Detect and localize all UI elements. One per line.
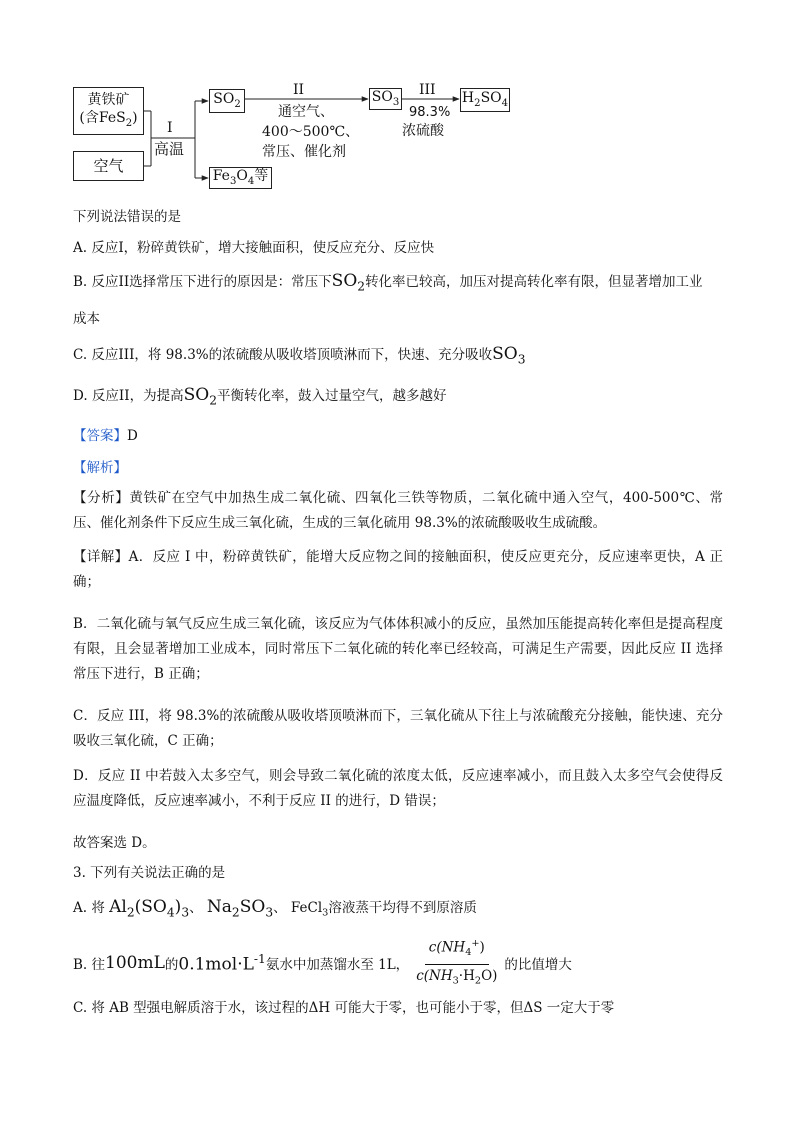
q3-option-a: A. 将 $Al_2(SO_4)_3$、 $Na_2SO_3$、 FeCl$_3$溶液蒸干均得不到原溶质 [73,897,477,920]
step3-cond1: 98.3% [409,105,451,120]
fenxi-paragraph: 【分析】黄铁矿在空气中加热生成二氧化硫、四氧化三铁等物质，二氧化硫中通入空气，400-500℃、常压、催化剂条件下反应生成三氧化硫，生成的三氧化硫用 98.3%的浓硫酸吸收生成硫酸。 [73,490,724,531]
q3-option-c: C. 将 AB 型强电解质溶于水，该过程的ΔH 可能大于零，也可能小于零，但ΔS 一定大于零 [73,1000,615,1016]
step3-numeral: III [419,82,436,98]
flow-connectors [0,0,794,200]
q3-formula-al2so43: $Al_2(SO_4)_3$ [109,897,190,920]
step2-numeral: II [293,82,305,98]
box-so3: $SO_3$ [369,88,402,110]
box-air: 空气 [73,151,144,181]
xiangjie-d: D．反应 II 中若鼓入太多空气，则会导致二氧化硫的浓度太低，反应速率减小，而且鼓入太多空气会使得反应温度降低，反应速率减小，不利于反应 II 的进行，D 错误； [73,768,723,809]
q3-option-b: B. 往 100mL 的 $0.1mol\cdot L^{-1}$ 氨水中加蒸馏水至 1L， $\frac{c(NH_4^+)}{c(NH_3\cdot H_2O)}$ 的比值增大 [73,933,572,993]
step2-cond2: 400～500℃、 [262,124,360,140]
q3-stem: 3. 下列有关说法正确的是 [73,865,226,881]
q3-concentration: $0.1mol\cdot L^{-1}$ [178,951,266,975]
xiangjie-a: 【详解】A．反应 I 中，粉碎黄铁矿，能增大反应物之间的接触面积，使反应更充分，反应速率更快，A 正确； [73,549,723,590]
answer-value: D [127,428,138,444]
xiangjie-c: C．反应 III，将 98.3%的浓硫酸从吸收塔顶喷淋而下，三氧化硫从下往上与浓硫酸充分接触，能快速、充分吸收三氧化硫，C 正确； [73,708,723,749]
option-c-formula: $SO_3$ [492,344,526,367]
q3-formula-na2so3: $Na_2SO_3$ [206,897,274,920]
q3-formula-fecl3: FeCl$_3$ [290,900,329,919]
fraction-denominator: $c(NH_3\cdot H_2O)$ [416,968,498,987]
q3-ratio-fraction [412,933,501,993]
option-b-formula: $SO_2$ [331,271,366,294]
step1-numeral: I [167,120,173,136]
box-fe3o4: $Fe_3O_4$等 [209,167,272,189]
option-b-line1: B. 反应II选择常压下进行的原因是：常压下$SO_2$转化率已较高，加压对提高转化率有限，但显著增加工业 [73,271,703,294]
xiangjie-b: B．二氧化硫与氧气反应生成三氧化硫，该反应为气体体积减小的反应，虽然加压能提高转化率但是提高程度有限，且会显著增加工业成本，同时常压下二氧化硫的转化率已经较高，可满足生产需要，因此反应 II 选择常压下进行，B 正确； [73,616,723,682]
option-a: A. 反应I，粉碎黄铁矿，增大接触面积，使反应充分、反应快 [73,240,435,256]
option-d: D. 反应II，为提高$SO_2$平衡转化率，鼓入过量空气，越多越好 [73,385,447,408]
step2-cond3: 常压、催化剂 [262,144,346,160]
analysis-tag: 【解析】 [73,460,127,476]
option-d-formula: $SO_2$ [183,385,217,408]
step1-condition: 高温 [154,140,185,158]
question-prompt: 下列说法错误的是 [73,209,181,225]
box-so2: $SO_2$ [209,89,245,113]
box-h2so4: $H_2SO_4$ [460,88,510,112]
answer-line [73,424,138,444]
pyrite-line2: (含FeS$_2$) [79,109,138,129]
option-c: C. 反应III，将 98.3%的浓硫酸从吸收塔顶喷淋而下，快速、充分吸收$SO_3$ [73,344,526,367]
step2-cond1: 通空气、 [278,104,334,120]
conclusion: 故答案选 D。 [73,835,156,851]
option-b-line2: 成本 [73,311,100,327]
step3-cond2: 浓硫酸 [402,123,444,139]
answer-tag: 【答案】 [73,428,127,444]
pyrite-line1: 黄铁矿 [87,92,130,109]
fraction-numerator: $c(NH_4^+)$ [425,933,489,965]
